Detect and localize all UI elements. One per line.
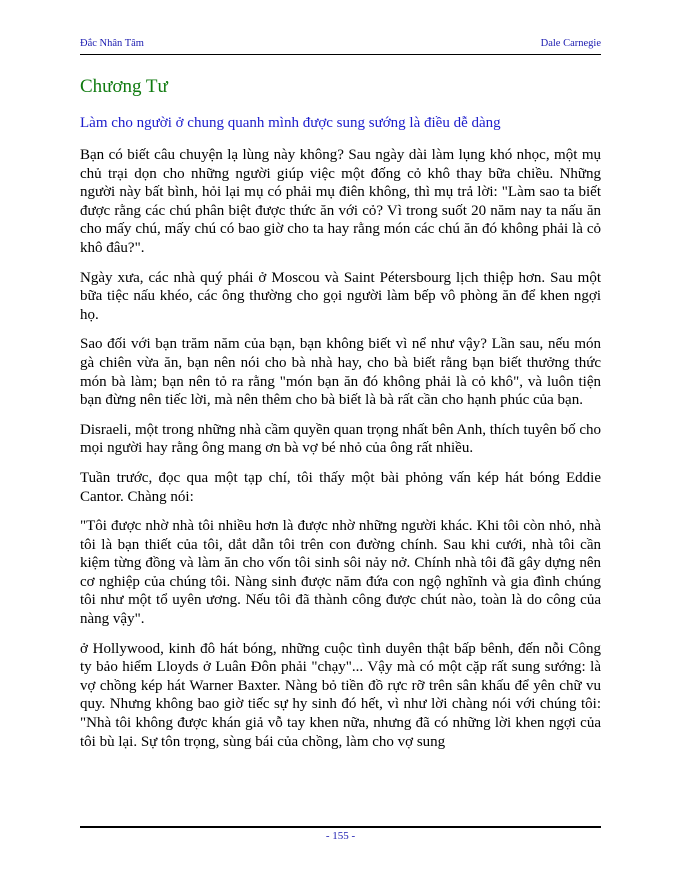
- paragraph: "Tôi được nhờ nhà tôi nhiều hơn là được nhờ những người khác. Khi tôi còn nhỏ, nhà tôi là bạn thiết của tôi, dắt dẫn tôi trên con đường chính. Sau khi cưới, nhà tôi cần kiệm từng đồng và làm ăn cho vốn tôi sinh sôi nảy nở. Chính nhà tôi đã gây dựng nên cơ nghiệp của chúng tôi. Nàng sinh được năm đứa con ngộ nghĩnh và gia đình chúng tôi như một tổ uyên ương. Nếu tôi đã thành công được chút nào, toàn là do công của nàng vậy".: [80, 518, 601, 628]
- page-header: [80, 38, 601, 55]
- page-number: - 155 -: [325, 830, 356, 842]
- paragraph: Disraeli, một trong những nhà cầm quyền quan trọng nhất bên Anh, thích tuyên bố cho mọi người hay rằng ông mang ơn bà vợ bé nhỏ của ông rất nhiều.: [80, 421, 601, 457]
- paragraph: Tuần trước, đọc qua một tạp chí, tôi thấy một bài phỏng vấn kép hát bóng Eddie Cantor. Chàng nói:: [80, 469, 601, 505]
- paragraph: Sao đối với bạn trăm năm của bạn, bạn không biết vì nể như vậy? Lần sau, nếu món gà chiên vừa ăn, bạn nên nói cho bà nhà hay, cho bà biết rằng bạn biết thưởng thức món bà làm; bạn nên tỏ ra rằng "món bạn ăn đó không phải là cỏ khô", và luôn tiện bạn đừng nên tiếc lời, mà nên thêm cho bà biết là bà rất cần cho hạnh phúc của bạn.: [80, 336, 601, 409]
- paragraph: Bạn có biết câu chuyện lạ lùng này không? Sau ngày dài làm lụng khó nhọc, một mụ chủ trại dọn cho những người giúp việc một đống cỏ khô thay bữa chiều. Những người này bất bình, hỏi lại mụ có phải mụ điên không, thì mụ trả lời: "Làm sao ta biết được rằng các chú phân biệt được thức ăn với cỏ? Vì trong suốt 20 năm nay ta nấu ăn cho mấy chú, mấy chú có bao giờ cho ta hay rằng món các chú ăn đó không phải là cỏ khô đâu?".: [80, 147, 601, 256]
- body-text: [80, 146, 601, 762]
- chapter-subtitle: Làm cho người ở chung quanh mình được sung sướng là điều dễ dàng: [80, 115, 501, 131]
- paragraph: ở Hollywood, kinh đô hát bóng, những cuộc tình duyên thật bấp bênh, đến nỗi Công ty bảo hiểm Lloyds ở Luân Đôn phải "chạy"... Vậy mà có một cặp rất sung sướng: là vợ chồng kép hát Warner Baxter. Nàng bỏ tiền đồ rực rỡ trên sân khấu để yên chữ vu quy. Nhưng không bao giờ tiếc sự hy sinh đó hết, vì như lời chàng nói với chúng tôi: "Nhà tôi không được khán giả vỗ tay khen nữa, nhưng đã có những lời khen ngợi của tôi bù lại. Sự tôn trọng, sùng bái của chồng, làm cho vợ sung: [80, 640, 601, 750]
- header-author: Dale Carnegie: [540, 38, 601, 49]
- paragraph: Ngày xưa, các nhà quý phái ở Moscou và Saint Pétersbourg lịch thiệp hơn. Sau một bữa tiệc nấu khéo, các ông thường cho gọi người làm bếp vô phòng ăn để khen ngợi họ.: [80, 269, 601, 323]
- chapter-title: Chương Tư: [80, 76, 168, 97]
- header-book-title: Đắc Nhân Tâm: [80, 38, 144, 49]
- page-footer: [80, 826, 601, 842]
